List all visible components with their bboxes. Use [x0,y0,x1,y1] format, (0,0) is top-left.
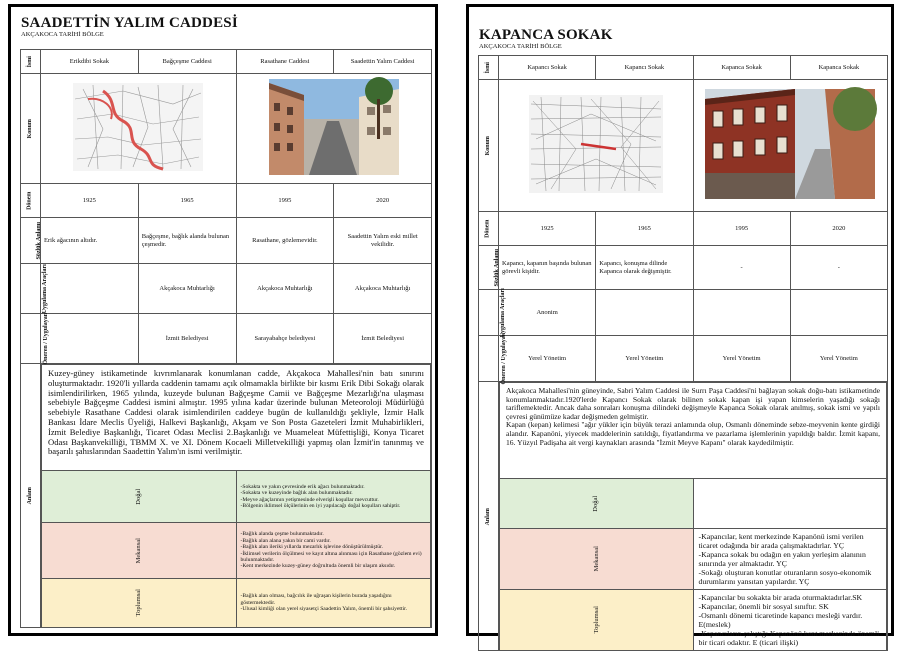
row-label-applicant: Uygulama Araçları [479,290,499,336]
meaning-cell: - [790,246,887,290]
period-cell: 1965 [596,212,693,246]
location-map-image [63,79,213,175]
meaning-cell: Saadettin Yalım eski millet vekilidir. [334,218,432,264]
row-label-analysis: Anlam [21,364,41,628]
period-cell: 1995 [693,212,790,246]
period-cell: 1925 [499,212,596,246]
social-items: -Bağlık alan olması, bağcılık ile uğraşan kişilerin burada yaşadığını göstermektedir. -Ulusal kimliği olan yerel siyasetçi Saadettin Yalım, önemli bir şahsiyettir. [236,579,431,627]
row-label-meaning: Sözlük Anlamı [21,218,41,264]
sheet-header [11,7,435,37]
street-description: Kuzey-güney istikametinde kıvrımlanarak konumlanan cadde, Akçakoca Mahallesi'nin batı sınırını oluşturmaktadır. 1920'li yıllarda caddenin tamamı açık olmamakla birlikte bir kısmı Erik Dibi Sokağı olarak isimlendirilirken, 1965 yılında, kuzeyde bulunan Bağçeşme Camii ve Bağçeşme Mezarlığı'na ulaşması sebebiyle Bağçeşme Caddesi ismini almıştır. 1995 yılına kadar üzerinde bulunan Meteoroloji Müdürlüğü sebebiyle Rasathane Caddesi olarak isimlendirilen caddeye bugün de kullanıldığı şekliyle, İzmir Halk Bankası İdare Meclis Üyeliği, Halkevi Başkanlığı, Akşam ve Son Posta Gazeteleri İzmit Muhabirlikleri, İzmit Belediye Başkanlığı, Ticaret Odası Meclisi 2.Başkanlığı ve Muameleat Müfettişliği, Konya Ticaret Odası Başkanvekilliği, TBMM X. ve XI. Dönem Kocaeli Milletvekilliği yapmış olan İzmit'in tanınmış ve başarılı şahıslarından Saadettin Yalım'ın ismi verilmiştir. [42,365,431,471]
name-cell: Kapanca Sokak [693,56,790,80]
name-cell: Kapancı Sokak [596,56,693,80]
street-photo [269,79,399,175]
applicant-cell [41,264,139,314]
natural-items: -Sokakta ve yakın çevresinde erik ağacı bulunmaktadır. -Sokakta ve kuzeyinde bağlık alan bulunmaktadır. -Meyve ağaçlarının yetişmesinde elverişli koşullar mevcuttur. -Bölgenin iklimsel ölçülerinin en iyi yapılacağı doğal koşulları sahiptir. [236,471,431,523]
row-label-location: Konum [479,80,499,212]
applicant-cell: Akçakoca Muhtarlığı [334,264,432,314]
proposer-cell: İzmit Belediyesi [138,314,236,364]
row-label-meaning: Sözlük Anlamı [479,246,499,290]
name-cell: Erikdibi Sokak [41,50,139,74]
category-spatial: Mekansal [500,529,694,590]
street-name-table [478,55,888,651]
row-label-period: Dönem [479,212,499,246]
proposer-cell: Yerel Yönetim [596,336,693,382]
row-label-proposer: Öneren / Uygulayan [479,336,499,382]
analysis-inner-table [499,382,887,650]
location-photo-cell [693,80,888,212]
meaning-cell: Erik ağacının altıdır. [41,218,139,264]
proposer-cell: Yerel Yönetim [790,336,887,382]
meaning-cell: - [693,246,790,290]
right-sheet-panel [466,4,894,647]
spatial-items: -Kapancılar, kent merkezinde Kapanönü ismi verilen ticaret odağında bir arada çalışmaktadırlar. YÇ -Kapanca sokak bu odağın en yakın yerleşim alanının sınırında yer almaktadır. YÇ -Sokağı oluşturan konutlar oturanların sosyo-ekonomik durumlarını yansıtan yapılardır. YÇ [693,529,887,590]
name-cell: Saadettin Yalım Caddesi [334,50,432,74]
name-cell: Rasathane Caddesi [236,50,334,74]
street-photo [705,89,875,199]
natural-items [693,479,887,529]
proposer-cell: Sarayabahçe belediyesi [236,314,334,364]
sheet-subtitle: AKÇAKOCA TARİHİ BÖLGE [479,43,562,50]
row-label-analysis: Anlam [479,382,499,651]
applicant-cell: Akçakoca Muhtarlığı [236,264,334,314]
analysis-inner-table [41,364,431,627]
analysis-block [41,364,432,628]
applicant-cell [596,290,693,336]
row-label-applicant: Uygulama Araçları [21,264,41,314]
analysis-block [499,382,888,651]
meaning-cell: Kapancı, kapanın başında bulunan görevli kişidir. [499,246,596,290]
meaning-cell: Bağçeşme, bağlık alanda bulunan çeşmedir. [138,218,236,264]
category-natural: Doğal [500,479,694,529]
name-cell: Bağçeşme Caddesi [138,50,236,74]
meaning-cell: Kapancı, konuşma dilinde Kapanca olarak değişmiştir. [596,246,693,290]
applicant-cell: Anonim [499,290,596,336]
category-social: Toplumsal [500,590,694,651]
row-label-name: İsmi [479,56,499,80]
row-label-name: İsmi [21,50,41,74]
category-social: Toplumsal [42,579,237,627]
proposer-cell: İzmit Belediyesi [334,314,432,364]
period-cell: 1925 [41,184,139,218]
sheet-title: KAPANCA SOKAK [479,27,613,43]
left-sheet-panel [8,4,438,636]
street-description: Akçakoca Mahallesi'nin güneyinde, Sabri Yalım Caddesi ile Surrı Paşa Caddesi'ni bağlayan sokak doğu-batı istikametinde konumlanmaktadır.1920'lerde Kapancı Sokak olarak bilinen sokak kapan işi yapan kimselerin yaşadığı sokağı tariflemektedir. Ancak daha sonraları konuşma dilindeki değişmeyle Kapanca Sokak olarak anılmış, sokak ismi ve yapılı çevresi günümüze kadar değişmeden gelmiştir. Kapan (kepan) kelimesi "ağır yükler için büyük terazi anlamında olup, Osmanlı döneminde sebze-meyvenin kente girdiği alandır. Kapanöni, yiyecek maddelerinin satıldığı, fiyatlandırma ve pazarlama işlemlerinin yapıldığı baldır. İzmit kapanı, 16. Yüzyıl Padişaha ait vergi kaynakları arasında "İzmit Meyve Kapanı" olarak kaydedilmiştir. [500,383,887,479]
applicant-cell [693,290,790,336]
name-cell: Kapancı Sokak [499,56,596,80]
category-spatial: Mekansal [42,523,237,579]
row-label-proposer: Öneren / Uygulayan [21,314,41,364]
location-map-cell [41,74,237,184]
sheet-title: SAADETTİN YALIM CADDESİ [21,15,238,31]
period-cell: 2020 [334,184,432,218]
category-natural: Doğal [42,471,237,523]
location-map-cell [499,80,694,212]
location-photo-cell [236,74,432,184]
proposer-cell: Yerel Yönetim [693,336,790,382]
proposer-cell [41,314,139,364]
row-label-location: Konum [21,74,41,184]
period-cell: 1995 [236,184,334,218]
sheet-header [469,7,891,51]
street-name-table [20,49,432,628]
period-cell: 1965 [138,184,236,218]
sheet-subtitle: AKÇAKOCA TARİHİ BÖLGE [21,31,104,38]
spatial-items: -Bağlık alanda çeşme bulunmaktadır. -Bağlık alan alana yakın bir cami vardır. -Bağlık alan ileriki yıllarda mezarlık işlevine dönüştürülmüştür. -İklimsel verilerin ölçülmesi ve kayıt altına alınması için Rasathane (gözlem evi) bulunmaktadır. -Kent merkezinde kuzey-güney doğrultuda önemli bir ulaşım aksıdır. [236,523,431,579]
proposer-cell: Yerel Yönetim [499,336,596,382]
location-map-image [521,89,671,199]
name-cell: Kapanca Sokak [790,56,887,80]
applicant-cell [790,290,887,336]
row-label-period: Dönem [21,184,41,218]
applicant-cell: Akçakoca Muhtarlığı [138,264,236,314]
period-cell: 2020 [790,212,887,246]
meaning-cell: Rasathane, gözlemevidir. [236,218,334,264]
social-items: -Kapancılar bu sokakta bir arada oturmaktadırlar.SK -Kapancılar, önemli bir sosyal sınıftır. SK -Osmanlı dönemi ticaretinde kapancı mesleği vardır. E(meslek) -Kapancıların çalıştığı Kapanönü kent merkezinde önemli bir ticari odaktır. E (ticari ilişki) [693,590,887,651]
